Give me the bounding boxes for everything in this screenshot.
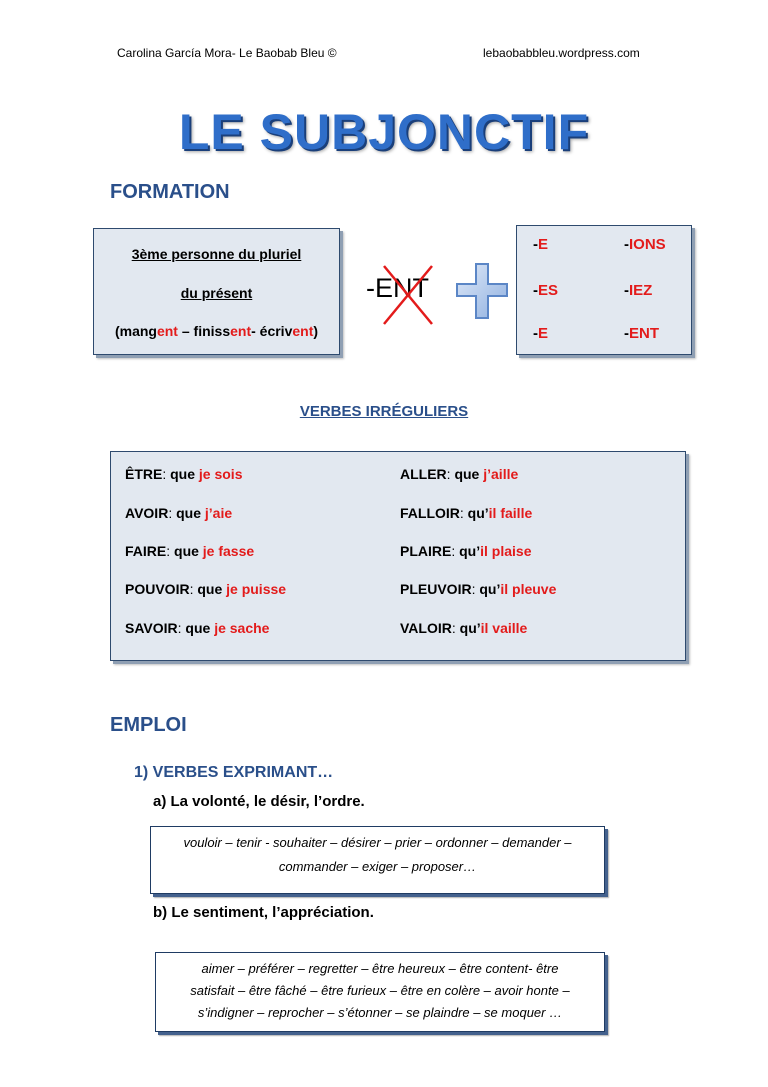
- base-line-2: du présent: [180, 285, 253, 301]
- endings-box: [516, 225, 692, 355]
- verb-avoir: AVOIR: que j’aie: [125, 505, 233, 521]
- verb-pleuvoir: PLEUVOIR: qu’il pleuve: [400, 581, 557, 597]
- formation-heading: FORMATION: [110, 181, 230, 203]
- verb-savoir: SAVOIR: que je sache: [125, 620, 270, 636]
- verb-falloir: FALLOIR: qu’il faille: [400, 505, 533, 521]
- ending-iez: -IEZ: [624, 282, 653, 299]
- sentiment-verbs-box: [155, 952, 605, 1032]
- plus-icon: [455, 262, 509, 320]
- ending-ions: -IONS: [624, 236, 666, 253]
- ending-ent: -ENT: [624, 325, 659, 342]
- ex-ending-3: ent: [292, 323, 314, 339]
- verb-pouvoir: POUVOIR: que je puisse: [125, 581, 287, 597]
- volonte-verbs-box: [150, 826, 605, 894]
- emploi-b-label: b) Le sentiment, l’appréciation.: [153, 904, 374, 921]
- verb-valoir: VALOIR: qu’il vaille: [400, 620, 528, 636]
- verb-aller: ALLER: que j’aille: [400, 466, 519, 482]
- ex-ending-1: ent: [156, 323, 178, 339]
- ex-ending-2: ent: [230, 323, 252, 339]
- volonte-line-1: vouloir – tenir - souhaiter – désirer – prier – ordonner – demander –: [183, 835, 572, 850]
- sentiment-line-1: aimer – préférer – regretter – être heureux – être content- être: [201, 961, 559, 976]
- ending-es: -ES: [533, 282, 559, 299]
- emploi-heading: EMPLOI: [110, 714, 187, 736]
- formation-base-box: [93, 228, 340, 355]
- cross-out-icon: [378, 262, 438, 328]
- irregular-verbs-box: [110, 451, 686, 661]
- ex-sep-2: - écriv: [251, 323, 293, 339]
- ex-close: ): [313, 323, 319, 339]
- volonte-line-2: commander – exiger – proposer…: [278, 859, 477, 874]
- emploi-sub-1: 1) VERBES EXPRIMANT…: [134, 764, 334, 781]
- base-examples: [94, 323, 339, 339]
- sentiment-line-3: s’indigner – reprocher – s’étonner – se plaindre – se moquer …: [197, 1005, 563, 1020]
- ending-e-1: -E: [533, 236, 549, 253]
- header-website: lebaobabbleu.wordpress.com: [483, 46, 640, 60]
- ex-open: (mang: [114, 323, 157, 339]
- verb-plaire: PLAIRE: qu’il plaise: [400, 543, 532, 559]
- header-author: Carolina García Mora- Le Baobab Bleu ©: [117, 46, 337, 60]
- ex-sep-1: – finiss: [177, 323, 231, 339]
- emploi-a-label: a) La volonté, le désir, l’ordre.: [153, 793, 365, 810]
- page-title: LE SUBJONCTIF: [178, 104, 590, 160]
- verb-etre: ÊTRE: que je sois: [125, 466, 243, 482]
- ending-e-2: -E: [533, 325, 549, 342]
- base-line-1: 3ème personne du pluriel: [131, 246, 302, 262]
- ent-crossed-text: -ENT: [366, 273, 429, 303]
- irregular-heading: VERBES IRRÉGULIERS: [299, 403, 469, 420]
- verb-faire: FAIRE: que je fasse: [125, 543, 255, 559]
- sentiment-line-2: satisfait – être fâché – être furieux – être en colère – avoir honte –: [190, 983, 570, 998]
